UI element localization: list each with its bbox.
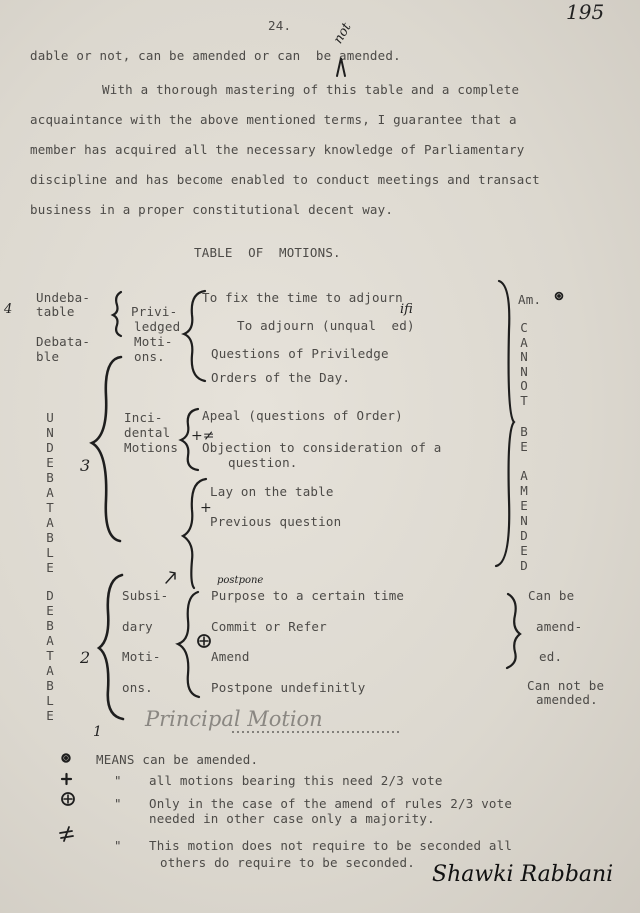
brace-privileged-motions: [184, 291, 205, 381]
amended-label-am: Am.: [518, 292, 542, 307]
page-number: 24.: [268, 18, 292, 33]
privileged-label-4: ons.: [134, 349, 165, 364]
intro-line-6: business in a proper constitutional decent way.: [30, 202, 394, 217]
brace-subsidiary-lower: [178, 592, 199, 697]
brace-debatable-large: [99, 575, 123, 719]
motion-adjourn: To adjourn (unqual ed): [237, 318, 415, 333]
privileged-label-2: ledged: [134, 319, 181, 334]
incidental-label-3: Motions: [124, 440, 179, 455]
subsidiary-label-3: Moti-: [122, 649, 161, 664]
circle-mark-am-inner: [558, 295, 560, 297]
motion-purpose: Purpose to a certain time: [211, 588, 405, 603]
legend-neq-mark: [60, 827, 73, 841]
plus-mark-previous: +: [200, 500, 212, 516]
intro-line-1: dable or not, can be amended or can be amended.: [30, 48, 401, 63]
handwritten-postpone: postpone: [217, 575, 264, 586]
handwritten-principal-motion: Principal Motion: [145, 707, 323, 731]
brace-privileged-small: [113, 292, 121, 336]
intro-line-5: discipline and has become enabled to conduct meetings and transact: [30, 172, 540, 187]
handwritten-page-number: 195: [566, 0, 605, 24]
legend-bullet-circle-inner: [65, 757, 67, 759]
handwritten-1: 1: [93, 724, 102, 740]
motion-privilege: Questions of Priviledge: [211, 346, 389, 361]
handwritten-2: 2: [80, 648, 91, 667]
insert-caret: [337, 58, 345, 76]
debatable-label-2: ble: [36, 349, 60, 364]
motion-previous-question: Previous question: [210, 514, 342, 529]
handwritten-arrow: [166, 572, 175, 583]
legend-3-text-2: needed in other case only a majority.: [149, 811, 435, 826]
legend-3-text-1: Only in the case of the amend of rules 2/3 vote: [149, 796, 513, 811]
legend-2-ditto: ": [114, 773, 122, 788]
can-be-1: Can be: [528, 588, 575, 603]
vertical-cannot: CANNOT: [520, 320, 528, 408]
incidental-label-2: dental: [124, 425, 171, 440]
intro-line-3: acquaintance with the above mentioned terms, I guarantee that a: [30, 112, 517, 127]
undebatable-label-1: Undeba-: [36, 290, 91, 305]
vertical-be: BE: [520, 424, 528, 454]
handwritten-correction-ifi: ifi: [400, 302, 413, 317]
incidental-label-1: Inci-: [124, 410, 163, 425]
vertical-amended: AMENDED: [520, 468, 528, 573]
can-not-be-1: Can not be: [527, 678, 605, 693]
undebatable-label-2: table: [36, 304, 75, 319]
motion-postpone: Postpone undefinitly: [211, 680, 366, 695]
brace-can-be-amended: [507, 594, 520, 668]
brace-undebatable-large: [92, 357, 121, 541]
can-not-be-2: amended.: [536, 692, 598, 707]
circle-plus-amend-cross: [200, 637, 208, 645]
motion-objection: Objection to consideration of a: [202, 440, 442, 455]
plus-neq-mark: +≠: [191, 428, 215, 444]
privileged-label-1: Privi-: [131, 304, 178, 319]
can-be-3: ed.: [539, 649, 563, 664]
motion-fix-time: To fix the time to adjourn: [202, 290, 403, 305]
legend-4-text-2: others do require to be seconded.: [160, 855, 415, 870]
can-be-2: amend-: [536, 619, 583, 634]
motion-commit: Commit or Refer: [211, 619, 327, 634]
subsidiary-label-2: dary: [122, 619, 153, 634]
vertical-debatable: DEBATABLE: [46, 588, 54, 723]
legend-circle-plus-cross: [64, 795, 72, 803]
brace-incidental: [181, 409, 198, 470]
legend-4-ditto: ": [114, 838, 122, 853]
legend-4-text-1: This motion does not require to be seconded all: [149, 838, 513, 853]
intro-line-4: member has acquired all the necessary knowledge of Parliamentary: [30, 142, 525, 157]
motion-amend: Amend: [211, 649, 250, 664]
subsidiary-label-1: Subsi-: [122, 588, 169, 603]
handwritten-4: 4: [4, 302, 13, 317]
brace-right-cannot: [496, 281, 514, 566]
motion-objection-cont: question.: [228, 455, 298, 470]
signature: Shawki Rabbani: [432, 862, 614, 887]
privileged-label-3: Moti-: [134, 334, 173, 349]
legend-1-text: MEANS can be amended.: [96, 752, 259, 767]
debatable-label-1: Debata-: [36, 334, 91, 349]
motion-lay-on-table: Lay on the table: [210, 484, 334, 499]
intro-line-2: With a thorough mastering of this table and a complete: [102, 82, 520, 97]
subsidiary-label-4: ons.: [122, 680, 153, 695]
legend-3-ditto: ": [114, 796, 122, 811]
motion-orders-of-day: Orders of the Day.: [211, 370, 351, 385]
motion-appeal: Apeal (questions of Order): [202, 408, 403, 423]
legend-plus-mark: [62, 774, 71, 784]
legend-2-text: all motions bearing this need 2/3 vote: [149, 773, 443, 788]
brace-subsidiary-upper: [183, 479, 206, 588]
vertical-undebatable: UNDEBATABLE: [46, 410, 54, 575]
handwritten-3: 3: [80, 456, 91, 475]
handwritten-not-insert: not: [330, 20, 355, 47]
table-title: TABLE OF MOTIONS.: [194, 245, 341, 260]
